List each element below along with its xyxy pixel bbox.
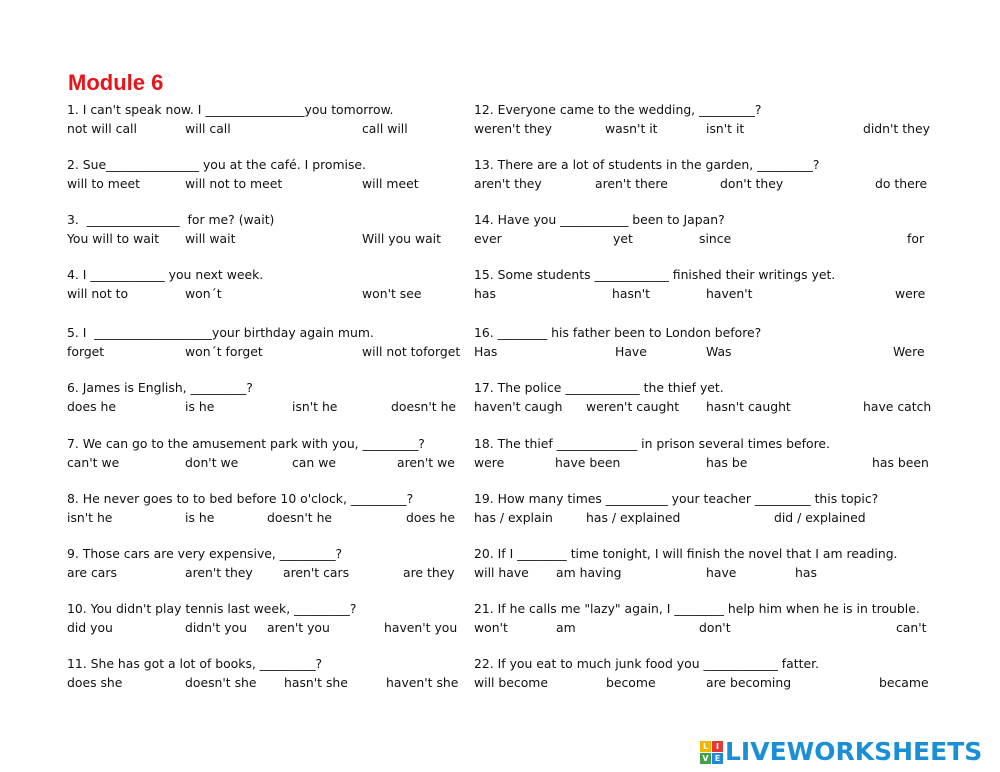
answer-option[interactable]: are they	[403, 565, 455, 580]
answer-option[interactable]: call will	[362, 121, 408, 136]
answer-option[interactable]: is he	[185, 399, 215, 414]
answer-option[interactable]: will to meet	[67, 176, 140, 191]
answer-option[interactable]: can't we	[67, 455, 120, 470]
question-left-6: 6. James is English, _________?	[67, 380, 253, 395]
answer-option[interactable]: aren't cars	[283, 565, 350, 580]
answer-option[interactable]: Have	[615, 344, 647, 359]
answer-option[interactable]: were	[895, 286, 926, 301]
answer-option[interactable]: became	[879, 675, 929, 690]
logo-letter-2: I	[712, 741, 723, 752]
answer-option[interactable]: will call	[185, 121, 231, 136]
answer-option[interactable]: haven't she	[386, 675, 459, 690]
answer-option[interactable]: won´t forget	[185, 344, 263, 359]
question-right-1: 12. Everyone came to the wedding, _________?	[474, 102, 762, 117]
answer-option[interactable]: won't see	[362, 286, 422, 301]
answer-option[interactable]: Were	[893, 344, 925, 359]
question-left-4: 4. I ____________ you next week.	[67, 267, 264, 282]
question-left-2: 2. Sue_______________ you at the café. I promise.	[67, 157, 366, 172]
answer-option[interactable]: hasn't she	[284, 675, 348, 690]
answer-option[interactable]: am	[556, 620, 576, 635]
answer-option[interactable]: didn't you	[185, 620, 247, 635]
page-title: Module 6	[68, 70, 164, 95]
question-right-11: 22. If you eat to much junk food you ____________ fatter.	[474, 656, 819, 671]
answer-option[interactable]: Was	[706, 344, 732, 359]
logo-letter-4: E	[712, 753, 723, 764]
question-left-7: 7. We can go to the amusement park with you, _________?	[67, 436, 425, 451]
answer-option[interactable]: did you	[67, 620, 113, 635]
question-right-2: 13. There are a lot of students in the garden, _________?	[474, 157, 820, 172]
answer-option[interactable]: weren't caught	[586, 399, 680, 414]
question-left-3: 3. _______________ for me? (wait)	[67, 212, 275, 227]
answer-option[interactable]: You will to wait	[67, 231, 160, 246]
question-left-1: 1. I can't speak now. I ________________you tomorrow.	[67, 102, 394, 117]
answer-option[interactable]: isn't it	[706, 121, 745, 136]
answer-option[interactable]: aren't they	[185, 565, 253, 580]
answer-option[interactable]: does she	[67, 675, 123, 690]
logo-letter-1: L	[700, 741, 711, 752]
answer-option[interactable]: has / explain	[474, 510, 553, 525]
answer-option[interactable]: has be	[706, 455, 748, 470]
answer-option[interactable]: forget	[67, 344, 105, 359]
answer-option[interactable]: has been	[872, 455, 929, 470]
question-right-9: 20. If I ________ time tonight, I will finish the novel that I am reading.	[474, 546, 898, 561]
answer-option[interactable]: is he	[185, 510, 215, 525]
answer-option[interactable]: aren't we	[397, 455, 455, 470]
answer-option[interactable]: don't they	[720, 176, 784, 191]
answer-option[interactable]: didn't they	[863, 121, 930, 136]
question-right-7: 18. The thief _____________ in prison several times before.	[474, 436, 830, 451]
question-left-8: 8. He never goes to to bed before 10 o'clock, _________?	[67, 491, 414, 506]
question-left-9: 9. Those cars are very expensive, _________?	[67, 546, 343, 561]
answer-option[interactable]: will not to meet	[185, 176, 283, 191]
answer-option[interactable]: does he	[67, 399, 116, 414]
answer-option[interactable]: aren't you	[267, 620, 330, 635]
answer-option[interactable]: haven't you	[384, 620, 458, 635]
answer-option[interactable]: can we	[292, 455, 336, 470]
question-right-4: 15. Some students ____________ finished their writings yet.	[474, 267, 836, 282]
answer-option[interactable]: has / explained	[586, 510, 681, 525]
logo-letter-3: V	[700, 753, 711, 764]
answer-option[interactable]: weren't they	[474, 121, 552, 136]
answer-option[interactable]: will wait	[185, 231, 236, 246]
answer-option[interactable]: are becoming	[706, 675, 792, 690]
answer-option[interactable]: am having	[556, 565, 622, 580]
answer-option[interactable]: will become	[474, 675, 548, 690]
answer-option[interactable]: yet	[613, 231, 633, 246]
answer-option[interactable]: doesn't she	[185, 675, 257, 690]
answer-option[interactable]: aren't there	[595, 176, 668, 191]
answer-option[interactable]: have catch	[863, 399, 932, 414]
answer-option[interactable]: are cars	[67, 565, 117, 580]
answer-option[interactable]: since	[699, 231, 732, 246]
question-right-3: 14. Have you ___________ been to Japan?	[474, 212, 725, 227]
answer-option[interactable]: Will you wait	[362, 231, 441, 246]
answer-option[interactable]: don't we	[185, 455, 239, 470]
answer-option[interactable]: were	[474, 455, 505, 470]
answer-option[interactable]: do there	[875, 176, 928, 191]
answer-option[interactable]: doesn't he	[391, 399, 457, 414]
question-right-5: 16. ________ his father been to London before?	[474, 325, 762, 340]
answer-option[interactable]: won´t	[185, 286, 222, 301]
answer-option[interactable]: don't	[699, 620, 731, 635]
answer-option[interactable]: hasn't	[612, 286, 651, 301]
answer-option[interactable]: did / explained	[774, 510, 866, 525]
answer-option[interactable]: will meet	[362, 176, 419, 191]
answer-option[interactable]: ever	[474, 231, 502, 246]
question-left-5: 5. I ___________________your birthday again mum.	[67, 325, 374, 340]
answer-option[interactable]: hasn't caught	[706, 399, 791, 414]
answer-option[interactable]: have	[706, 565, 737, 580]
answer-option[interactable]: has	[474, 286, 496, 301]
answer-option[interactable]: isn't he	[292, 399, 338, 414]
answer-option[interactable]: will have	[474, 565, 529, 580]
answer-option[interactable]: won't	[474, 620, 508, 635]
answer-option[interactable]: have been	[555, 455, 621, 470]
question-left-10: 10. You didn't play tennis last week, _________?	[67, 601, 357, 616]
question-right-6: 17. The police ____________ the thief yet.	[474, 380, 724, 395]
answer-option[interactable]: isn't he	[67, 510, 113, 525]
liveworksheets-logo	[700, 737, 982, 767]
logo-text: LIVEWORKSHEETS	[725, 737, 983, 766]
answer-option[interactable]: aren't they	[474, 176, 542, 191]
answer-option[interactable]: haven't caugh	[474, 399, 563, 414]
answer-option[interactable]: can't	[896, 620, 927, 635]
question-left-11: 11. She has got a lot of books, _________?	[67, 656, 323, 671]
answer-option[interactable]: will not toforget	[362, 344, 461, 359]
question-right-10: 21. If he calls me "lazy" again, I ________ help him when he is in trouble.	[474, 601, 920, 616]
logo-grid-icon	[700, 741, 723, 764]
answer-option[interactable]: become	[606, 675, 656, 690]
answer-option[interactable]: wasn't it	[605, 121, 658, 136]
answer-option[interactable]: doesn't he	[267, 510, 333, 525]
answer-option[interactable]: not will call	[67, 121, 137, 136]
answer-option[interactable]: does he	[406, 510, 455, 525]
answer-option[interactable]: will not to	[67, 286, 129, 301]
answer-option[interactable]: haven't	[706, 286, 753, 301]
answer-option[interactable]: Has	[474, 344, 498, 359]
answer-option[interactable]: for	[907, 231, 925, 246]
question-right-8: 19. How many times __________ your teacher _________ this topic?	[474, 491, 879, 506]
answer-option[interactable]: has	[795, 565, 817, 580]
